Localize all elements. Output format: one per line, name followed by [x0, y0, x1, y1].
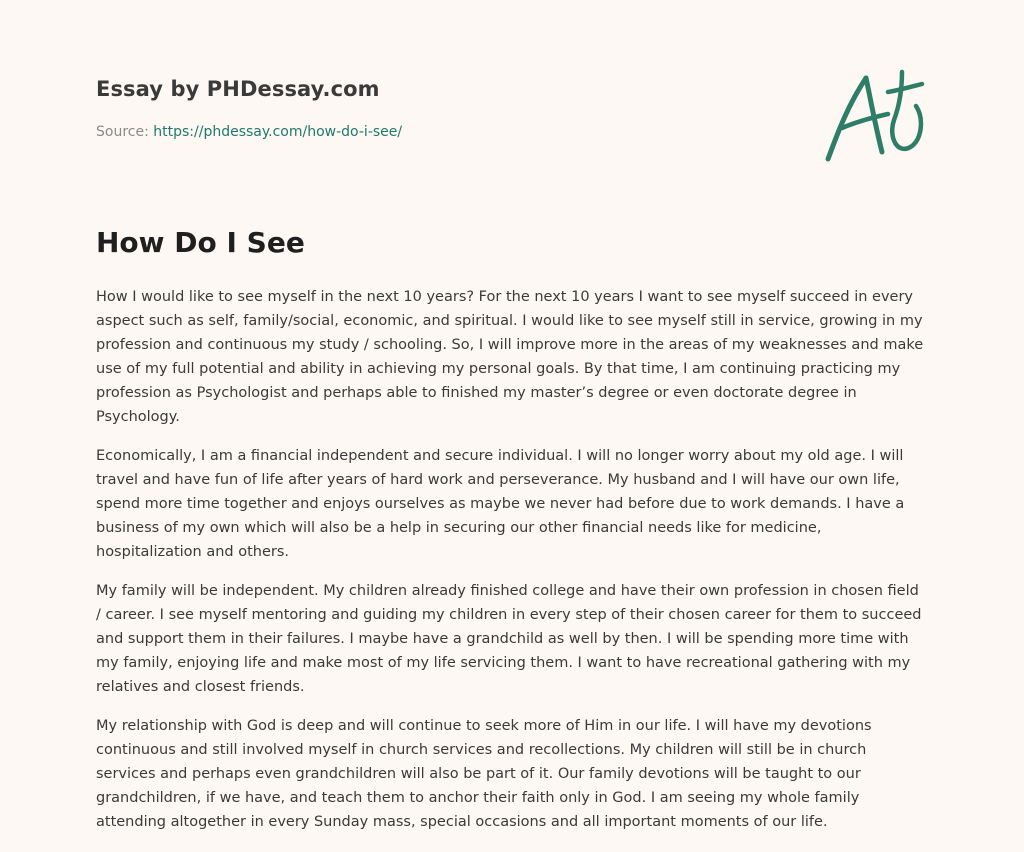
source-line — [96, 124, 402, 140]
essay-title: How Do I See — [96, 226, 305, 259]
essay-paragraph: Economically, I am a financial independent and secure individual. I will no longer worry about my old age. I will travel and have fun of life after years of hard work and perseverance. My husband and I will have our own life, spend more time together and enjoys ourselves as maybe we never had before due to work demands. I have a business of my own which will also be a help in securing our other financial needs like for medicine, hospitalization and others. — [96, 448, 905, 560]
source-link[interactable]: https://phdessay.com/how-do-i-see/ — [153, 124, 403, 140]
essay-paragraph: How I would like to see myself in the next 10 years? For the next 10 years I want to see myself succeed in every aspect such as self, family/social, economic, and spiritual. I would like to see myself still in service, growing in my profession and continuous my study / schooling. So, I will improve more in the areas of my weaknesses and make use of my full potential and ability in achieving my personal goals. By that time, I am continuing practicing my profession as Psychologist and perhaps able to finished my master’s degree or even doctorate degree in Psychology. — [96, 289, 924, 425]
site-brand: Essay by PHDessay.com — [96, 77, 380, 101]
essay-paragraph: My relationship with God is deep and will continue to seek more of Him in our life. I will have my devotions continuous and still involved myself in church services and recollections. My children will still be in church services and perhaps even grandchildren will also be part of it. Our family devotions will be taught to our grandchildren, if we have, and teach them to anchor their faith only in God. I am seeing my whole family attending altogether in every Sunday mass, special occasions and all important moments of our life. — [96, 718, 872, 830]
a-plus-logo-icon — [822, 68, 928, 164]
source-label: Source: — [96, 124, 149, 140]
essay-body — [96, 285, 928, 849]
essay-paragraph: My family will be independent. My children already finished college and have their own profession in chosen field / career. I see myself mentoring and guiding my children in every step of their chosen career for them to succeed and support them in their failures. I maybe have a grandchild as well by then. I will be spending more time with my family, enjoying life and make most of my life servicing them. I want to have recreational gathering with my relatives and closest friends. — [96, 583, 922, 695]
